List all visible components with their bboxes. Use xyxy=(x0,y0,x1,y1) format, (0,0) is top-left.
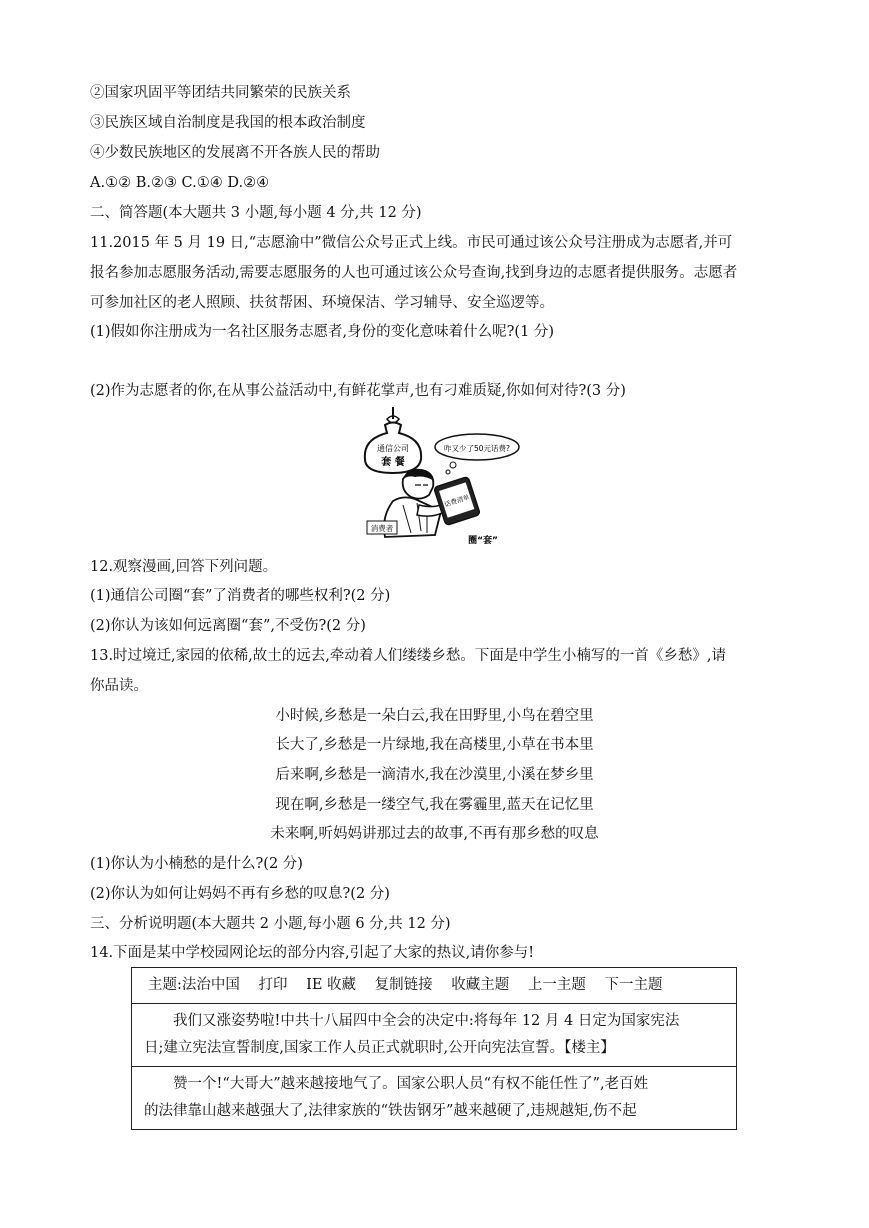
forum-topic: 主题:法治中国 xyxy=(148,977,240,993)
bubble-text: 咋又少了50元话费? xyxy=(443,444,511,453)
answer-choices: A.①② B.②③ C.①④ D.②④ xyxy=(90,175,270,191)
forum-table xyxy=(131,967,737,1130)
forum-print: 打印 xyxy=(258,977,288,993)
section-2-heading: 二、简答题(本大题共 3 小题,每小题 4 分,共 12 分) xyxy=(90,205,422,221)
q13-line-2: 你品读。 xyxy=(90,678,148,694)
option-2: ②国家巩固平等团结共同繁荣的民族关系 xyxy=(90,85,351,101)
q13-line-1: 13.时过境迁,家园的依稀,故土的远去,牵动着人们缕缕乡愁。下面是中学生小楠写的一首《乡愁》,请 xyxy=(90,648,726,664)
q14-stem: 14.下面是某中学校园网论坛的部分内容,引起了大家的热议,请你参与! xyxy=(90,945,535,961)
q12-stem: 12.观察漫画,回答下列问题。 xyxy=(90,559,278,575)
q11-sub-2: (2)作为志愿者的你,在从事公益活动中,有鲜花掌声,也有刁难质疑,你如何对待?(3 分) xyxy=(90,383,626,399)
cartoon-illustration xyxy=(355,405,520,545)
forum-post-1 xyxy=(132,1004,737,1067)
forum-header-row xyxy=(132,968,737,1004)
post-2-line-1: 赞一个!“大哥大”越来越接地气了。国家公职人员“有权不能任性了”,老百姓 xyxy=(173,1076,649,1092)
post-1-line-2: 日;建立宪法宣誓制度,国家工作人员正式就职时,公开向宪法宣誓。【楼主】 xyxy=(144,1040,615,1056)
poem-line-3: 后来啊,乡愁是一滴清水,我在沙漠里,小溪在梦乡里 xyxy=(275,767,594,783)
forum-post-2 xyxy=(132,1067,737,1130)
q13-sub-1: (1)你认为小楠愁的是什么?(2 分) xyxy=(90,856,303,872)
post-1-line-1: 我们又涨姿势啦!中共十八届四中全会的决定中:将每年 12 月 4 日定为国家宪法 xyxy=(173,1013,680,1029)
forum-prev-topic: 上一主题 xyxy=(527,977,586,993)
section-3-heading: 三、分析说明题(本大题共 2 小题,每小题 6 分,共 12 分) xyxy=(90,916,451,932)
q12-sub-1: (1)通信公司圈“套”了消费者的哪些权利?(2 分) xyxy=(90,588,391,604)
poem-line-5: 未来啊,听妈妈讲那过去的故事,不再有那乡愁的叹息 xyxy=(270,826,599,842)
q13-sub-2: (2)你认为如何让妈妈不再有乡愁的叹息?(2 分) xyxy=(90,886,390,902)
forum-ie-favorite: IE 收藏 xyxy=(306,977,357,993)
q11-line-3: 可参加社区的老人照顾、扶贫帮困、环境保洁、学习辅导、安全巡逻等。 xyxy=(90,295,554,311)
option-4: ④少数民族地区的发展离不开各族人民的帮助 xyxy=(90,145,380,161)
forum-next-topic: 下一主题 xyxy=(604,977,663,993)
q11-line-1: 11.2015 年 5 月 19 日,“志愿渝中”微信公众号正式上线。市民可通过该公众号注册成为志愿者,并可 xyxy=(90,235,733,251)
q11-line-2: 报名参加志愿服务活动,需要志愿服务的人也可通过该公众号查询,找到身边的志愿者提供服务。志愿者 xyxy=(90,265,738,281)
q11-sub-1: (1)假如你注册成为一名社区服务志愿者,身份的变化意味着什么呢?(1 分) xyxy=(90,324,555,340)
cartoon-caption: 圈“套” xyxy=(468,536,498,545)
q12-sub-2: (2)你认为该如何远离圈“套”,不受伤?(2 分) xyxy=(90,618,366,634)
option-3: ③民族区域自治制度是我国的根本政治制度 xyxy=(90,115,366,131)
forum-favorite-topic: 收藏主题 xyxy=(451,977,510,993)
bag-label-1: 通信公司 xyxy=(377,444,409,453)
consumer-label: 消费者 xyxy=(370,524,394,533)
poem-line-4: 现在啊,乡愁是一缕空气,我在雾霾里,蓝天在记忆里 xyxy=(275,797,594,813)
phone-screen-text: 话费清单 xyxy=(443,493,471,509)
bag-label-2: 套 餐 xyxy=(381,457,405,468)
poem-line-2: 长大了,乡愁是一片绿地,我在高楼里,小草在书本里 xyxy=(275,737,594,753)
poem-line-1: 小时候,乡愁是一朵白云,我在田野里,小鸟在碧空里 xyxy=(275,708,594,724)
forum-copy-link: 复制链接 xyxy=(374,977,433,993)
post-2-line-2: 的法律靠山越来越强大了,法律家族的“铁齿钢牙”越来越硬了,违规越矩,伤不起 xyxy=(144,1103,637,1119)
